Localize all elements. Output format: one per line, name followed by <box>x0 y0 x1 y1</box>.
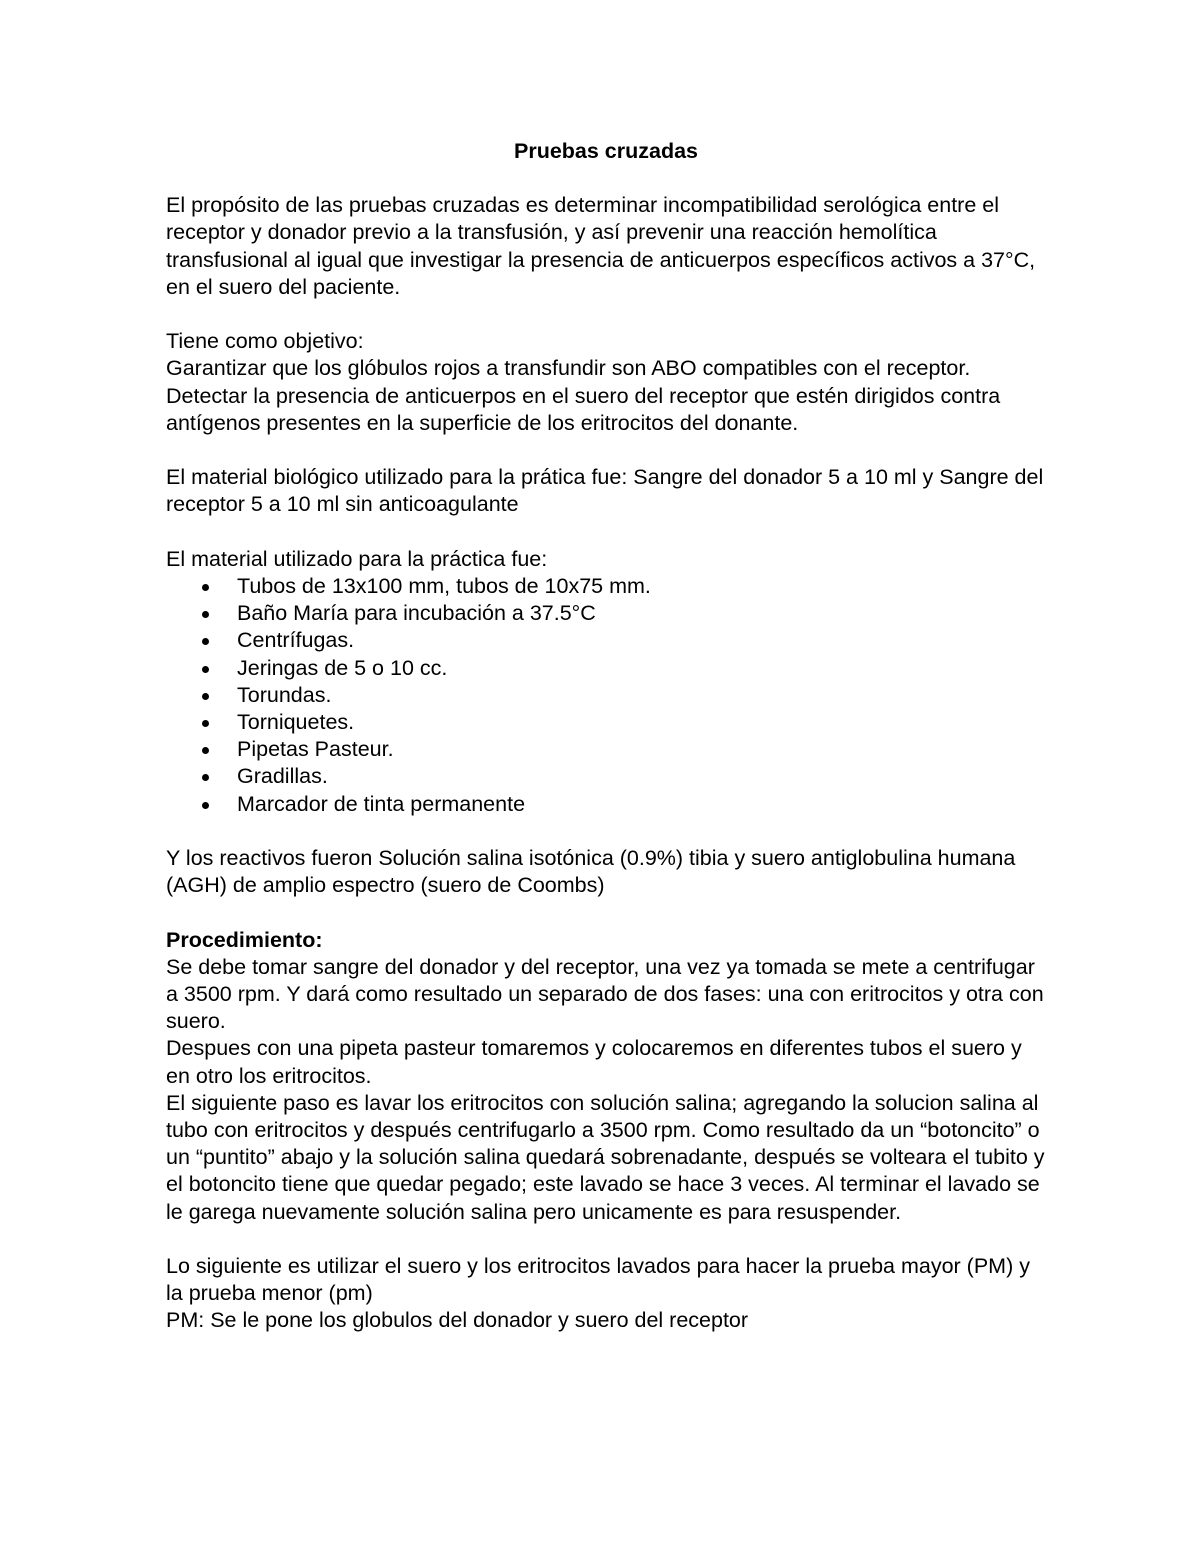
spacer <box>166 301 1046 328</box>
bullet-icon <box>202 802 209 809</box>
list-item <box>166 600 1046 627</box>
objective-heading: Tiene como objetivo: <box>166 329 364 354</box>
list-item <box>166 791 1046 818</box>
bullet-icon <box>202 584 209 591</box>
list-item <box>166 573 1046 600</box>
procedure-step-1: Se debe tomar sangre del donador y del receptor, una vez ya tomada se mete a centrifugar a 3500 rpm. Y dará como resultado un separado de dos fases: una con eritrocitos y otra con suero. <box>166 954 1044 1034</box>
bullet-icon <box>202 611 209 618</box>
spacer <box>166 818 1046 845</box>
list-item-text: Gradillas. <box>237 764 328 789</box>
spacer <box>166 437 1046 464</box>
document-body <box>166 138 1046 1335</box>
bullet-icon <box>202 747 209 754</box>
list-item <box>166 763 1046 790</box>
list-item <box>166 682 1046 709</box>
materials-list <box>166 573 1046 818</box>
bullet-icon <box>202 774 209 781</box>
bullet-icon <box>202 638 209 645</box>
list-item-text: Jeringas de 5 o 10 cc. <box>237 655 448 680</box>
list-item-text: Marcador de tinta permanente <box>237 791 526 816</box>
reagents-paragraph: Y los reactivos fueron Solución salina isotónica (0.9%) tibia y suero antiglobulina humana (AGH) de amplio espectro (suero de Coombs) <box>166 846 1016 898</box>
list-item-text: Torundas. <box>237 682 332 707</box>
list-item <box>166 655 1046 682</box>
list-item-text: Pipetas Pasteur. <box>237 737 394 762</box>
next-step-paragraph: Lo siguiente es utilizar el suero y los eritrocitos lavados para hacer la prueba mayor (PM) y la prueba menor (pm) <box>166 1254 1030 1306</box>
list-item <box>166 709 1046 736</box>
spacer <box>166 899 1046 926</box>
bullet-icon <box>202 720 209 727</box>
procedure-heading: Procedimiento: <box>166 927 323 952</box>
pm-line: PM: Se le pone los globulos del donador y suero del receptor <box>166 1308 749 1333</box>
objective-item-1: Garantizar que los glóbulos rojos a transfundir son ABO compatibles con el receptor. <box>166 356 971 381</box>
spacer <box>166 519 1046 546</box>
objective-item-2: Detectar la presencia de anticuerpos en el suero del receptor que estén dirigidos contra antígenos presentes en la superficie de los eritrocitos del donante. <box>166 383 1001 435</box>
bullet-icon <box>202 693 209 700</box>
procedure-step-2: Despues con una pipeta pasteur tomaremos y colocaremos en diferentes tubos el suero y en otro los eritrocitos. <box>166 1036 1022 1088</box>
list-item <box>166 736 1046 763</box>
spacer <box>166 1226 1046 1253</box>
intro-paragraph: El propósito de las pruebas cruzadas es determinar incompatibilidad serológica entre el receptor y donador previo a la transfusión, y así prevenir una reacción hemolítica transfusional al igual que investigar la presencia de anticuerpos específicos activos a 37°C, en el suero del paciente. <box>166 193 1036 299</box>
biological-material-paragraph: El material biológico utilizado para la prática fue: Sangre del donador 5 a 10 ml y Sangre del receptor 5 a 10 ml sin anticoagulante <box>166 465 1044 517</box>
list-item <box>166 627 1046 654</box>
list-item-text: Centrífugas. <box>237 628 355 653</box>
bullet-icon <box>202 666 209 673</box>
document-title: Pruebas cruzadas <box>513 139 699 163</box>
procedure-step-3: El siguiente paso es lavar los eritrocitos con solución salina; agregando la solucion salina al tubo con eritrocitos y después centrifugarlo a 3500 rpm. Como resultado da un “botoncito” o un “puntito” abajo y la solución salina quedará sobrenadante, después se volteara el tubito y el botoncito tiene que quedar pegado; este lavado se hace 3 veces. Al terminar el lavado se le garega nuevamente solución salina pero unicamente es para resuspender. <box>166 1090 1045 1224</box>
list-item-text: Baño María para incubación a 37.5°C <box>237 601 596 626</box>
list-item-text: Torniquetes. <box>237 710 355 735</box>
list-item-text: Tubos de 13x100 mm, tubos de 10x75 mm. <box>237 574 651 598</box>
materials-heading: El material utilizado para la práctica fue: <box>166 546 548 571</box>
